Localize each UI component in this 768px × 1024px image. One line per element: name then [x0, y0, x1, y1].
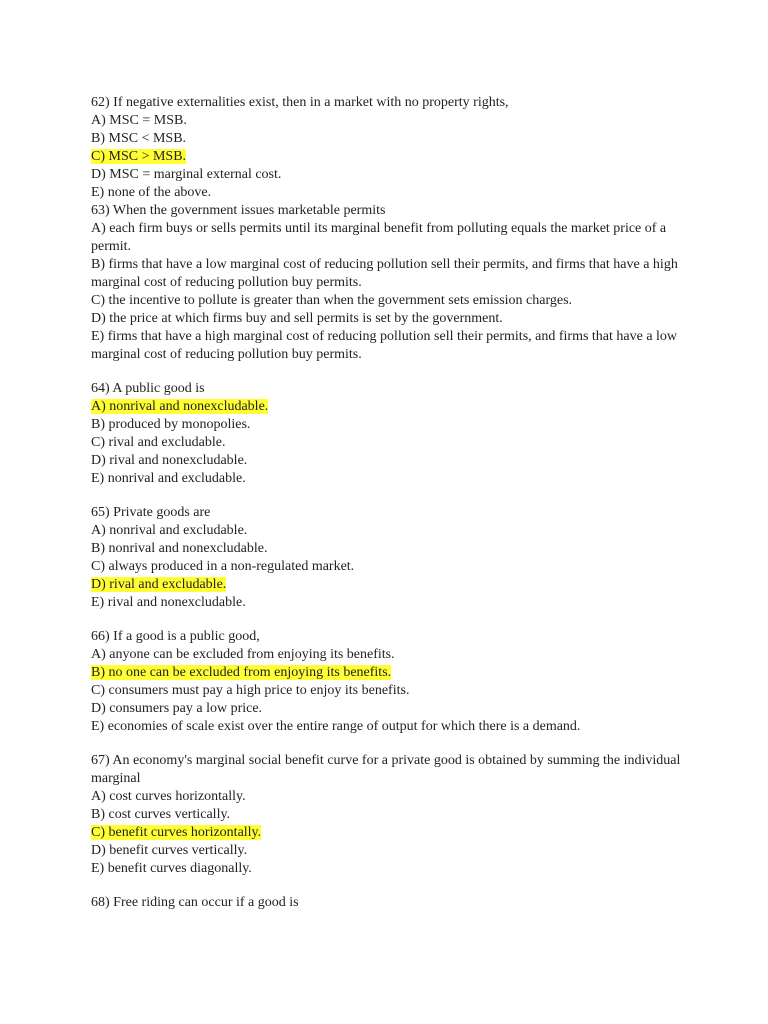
answer-text: B) MSC < MSB. [91, 131, 187, 146]
answer-text: D) the price at which firms buy and sell permits is set by the government. [91, 311, 503, 326]
answer-option [91, 806, 691, 824]
answer-text: B) produced by monopolies. [91, 417, 251, 432]
answer-text: B) cost curves vertically. [91, 807, 231, 822]
answer-text: C) the incentive to pollute is greater than when the government sets emission charges. [91, 293, 573, 308]
question-stem: 68) Free riding can occur if a good is [91, 895, 299, 910]
question-stem: 66) If a good is a public good, [91, 629, 260, 644]
answer-text: D) benefit curves vertically. [91, 843, 248, 858]
answer-option [91, 112, 691, 130]
answer-option [91, 664, 691, 682]
answer-text: E) benefit curves diagonally. [91, 861, 252, 876]
question-stem: 64) A public good is [91, 381, 205, 396]
answer-option [91, 558, 691, 576]
answer-text: B) nonrival and nonexcludable. [91, 541, 268, 556]
question-62 [91, 94, 691, 202]
question-stem: 65) Private goods are [91, 505, 211, 520]
answer-option [91, 452, 691, 470]
answer-option [91, 292, 691, 310]
answer-option [91, 416, 691, 434]
answer-option [91, 522, 691, 540]
answer-option [91, 824, 691, 842]
answer-text: C) always produced in a non-regulated market. [91, 559, 355, 574]
answer-option [91, 646, 691, 664]
answer-option [91, 718, 691, 736]
question-66 [91, 628, 691, 736]
question-stem: 62) If negative externalities exist, then in a market with no property rights, [91, 95, 509, 110]
answer-text: A) nonrival and nonexcludable. [91, 399, 269, 414]
answer-option [91, 220, 691, 256]
question-63 [91, 202, 691, 364]
answer-text: E) rival and nonexcludable. [91, 595, 246, 610]
answer-option [91, 860, 691, 878]
answer-text: A) nonrival and excludable. [91, 523, 248, 538]
answer-option [91, 256, 691, 292]
answer-option [91, 842, 691, 860]
answer-text: E) none of the above. [91, 185, 212, 200]
answer-text: E) firms that have a high marginal cost of reducing pollution sell their permits, and firms that have a low marginal cost of reducing pollution buy permits. [91, 329, 678, 362]
answer-option [91, 184, 691, 202]
question-stem: 63) When the government issues marketable permits [91, 203, 386, 218]
answer-text: A) each firm buys or sells permits until its marginal benefit from polluting equals the market price of a permit. [91, 221, 667, 254]
answer-text: D) MSC = marginal external cost. [91, 167, 282, 182]
answer-text: E) nonrival and excludable. [91, 471, 246, 486]
answer-option [91, 166, 691, 184]
question-64 [91, 380, 691, 488]
answer-option [91, 310, 691, 328]
answer-option [91, 130, 691, 148]
question-68 [91, 894, 691, 912]
answer-text: A) anyone can be excluded from enjoying its benefits. [91, 647, 395, 662]
answer-option [91, 682, 691, 700]
answer-text: A) cost curves horizontally. [91, 789, 246, 804]
answer-option [91, 540, 691, 558]
answer-text: E) economies of scale exist over the entire range of output for which there is a demand. [91, 719, 581, 734]
question-stem: 67) An economy's marginal social benefit curve for a private good is obtained by summing the individual marginal [91, 753, 681, 786]
answer-text: A) MSC = MSB. [91, 113, 187, 128]
question-67 [91, 752, 691, 878]
answer-text: B) firms that have a low marginal cost of reducing pollution sell their permits, and firms that have a high marginal cost of reducing pollution buy permits. [91, 257, 678, 290]
answer-option [91, 434, 691, 452]
question-65 [91, 504, 691, 612]
answer-option [91, 700, 691, 718]
answer-option [91, 398, 691, 416]
answer-option [91, 594, 691, 612]
document-page [91, 94, 691, 912]
answer-option [91, 148, 691, 166]
answer-option [91, 576, 691, 594]
answer-text: C) rival and excludable. [91, 435, 226, 450]
answer-option [91, 328, 691, 364]
answer-text: C) consumers must pay a high price to enjoy its benefits. [91, 683, 410, 698]
answer-text: D) rival and nonexcludable. [91, 453, 248, 468]
answer-text: D) rival and excludable. [91, 577, 227, 592]
answer-text: C) MSC > MSB. [91, 149, 187, 164]
answer-text: C) benefit curves horizontally. [91, 825, 262, 840]
answer-option [91, 470, 691, 488]
answer-text: B) no one can be excluded from enjoying its benefits. [91, 665, 392, 680]
answer-option [91, 788, 691, 806]
answer-text: D) consumers pay a low price. [91, 701, 263, 716]
